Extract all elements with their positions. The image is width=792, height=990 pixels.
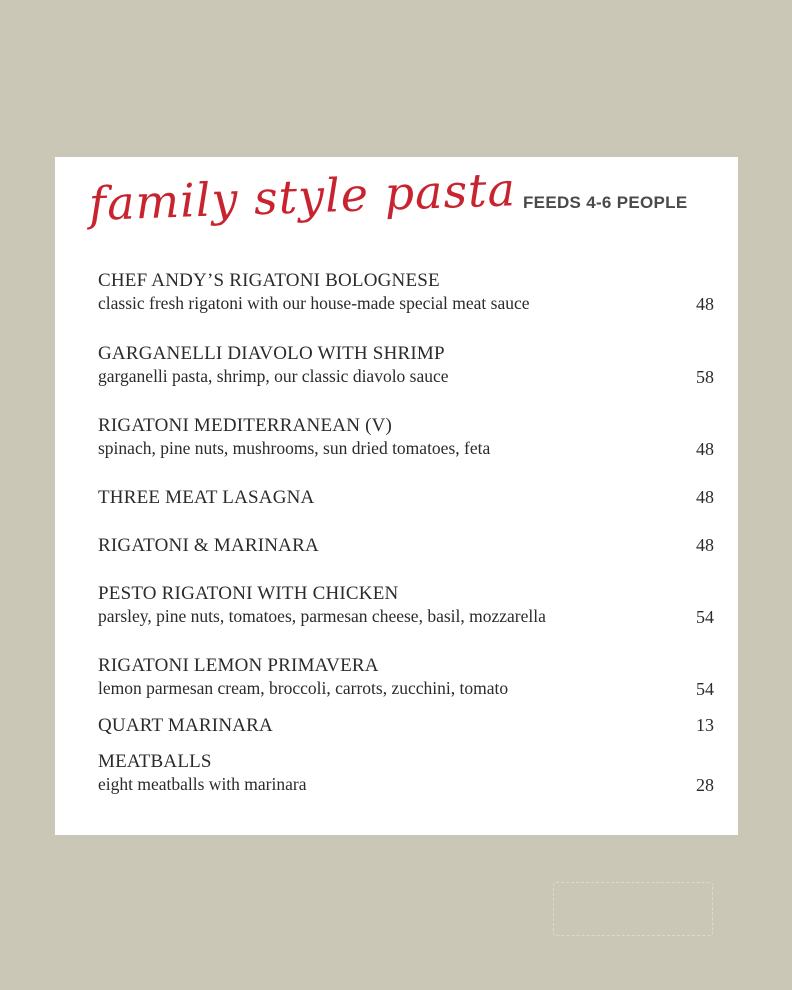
- menu-subtitle: FEEDS 4-6 PEOPLE: [523, 193, 688, 212]
- menu-item-price: 28: [696, 775, 714, 795]
- menu-item-name: RIGATONI & MARINARA: [98, 535, 319, 556]
- menu-item-quart-marinara: [98, 714, 714, 737]
- menu-item-pesto-rigatoni: [98, 582, 714, 628]
- menu-item-description: garganelli pasta, shrimp, our classic diavolo sauce: [98, 366, 449, 386]
- menu-item-name: CHEF ANDY’S RIGATONI BOLOGNESE: [98, 270, 440, 291]
- menu-item-price: 54: [696, 679, 714, 699]
- menu-item-name: RIGATONI MEDITERRANEAN (V): [98, 415, 393, 436]
- menu-item-meatballs: [98, 750, 714, 796]
- menu-item-price: 48: [696, 535, 714, 555]
- menu-item-description: eight meatballs with marinara: [98, 774, 307, 794]
- menu-item-name: THREE MEAT LASAGNA: [98, 487, 315, 508]
- menu-item-price: 48: [696, 439, 714, 459]
- menu-item-price: 58: [696, 367, 714, 387]
- menu-item-rigatoni-mediterranean: [98, 414, 714, 460]
- menu-item-description: lemon parmesan cream, broccoli, carrots, zucchini, tomato: [98, 678, 509, 698]
- menu-item-rigatoni-bolognese: [98, 269, 714, 315]
- menu-item-name: MEATBALLS: [98, 751, 212, 772]
- menu-title: family style pasta: [88, 162, 517, 231]
- menu-item-garganelli-diavolo: [98, 342, 714, 388]
- menu-item-price: 48: [696, 294, 714, 314]
- menu-item-description: classic fresh rigatoni with our house-made special meat sauce: [98, 293, 530, 313]
- menu-item-name: GARGANELLI DIAVOLO WITH SHRIMP: [98, 343, 445, 364]
- menu-item-lemon-primavera: [98, 654, 714, 700]
- menu-item-rigatoni-marinara: [98, 534, 714, 557]
- menu-item-name: QUART MARINARA: [98, 715, 273, 736]
- menu-item-name: PESTO RIGATONI WITH CHICKEN: [98, 583, 399, 604]
- menu-item-three-meat-lasagna: [98, 486, 714, 509]
- menu-card: [55, 157, 738, 835]
- watermark-stamp: [553, 882, 713, 936]
- menu-item-price: 48: [696, 487, 714, 507]
- menu-item-description: parsley, pine nuts, tomatoes, parmesan cheese, basil, mozzarella: [98, 606, 546, 626]
- menu-item-description: spinach, pine nuts, mushrooms, sun dried tomatoes, feta: [98, 438, 491, 458]
- menu-item-name: RIGATONI LEMON PRIMAVERA: [98, 655, 379, 676]
- menu-header: [88, 162, 709, 251]
- menu-item-price: 13: [696, 715, 714, 735]
- menu-item-price: 54: [696, 607, 714, 627]
